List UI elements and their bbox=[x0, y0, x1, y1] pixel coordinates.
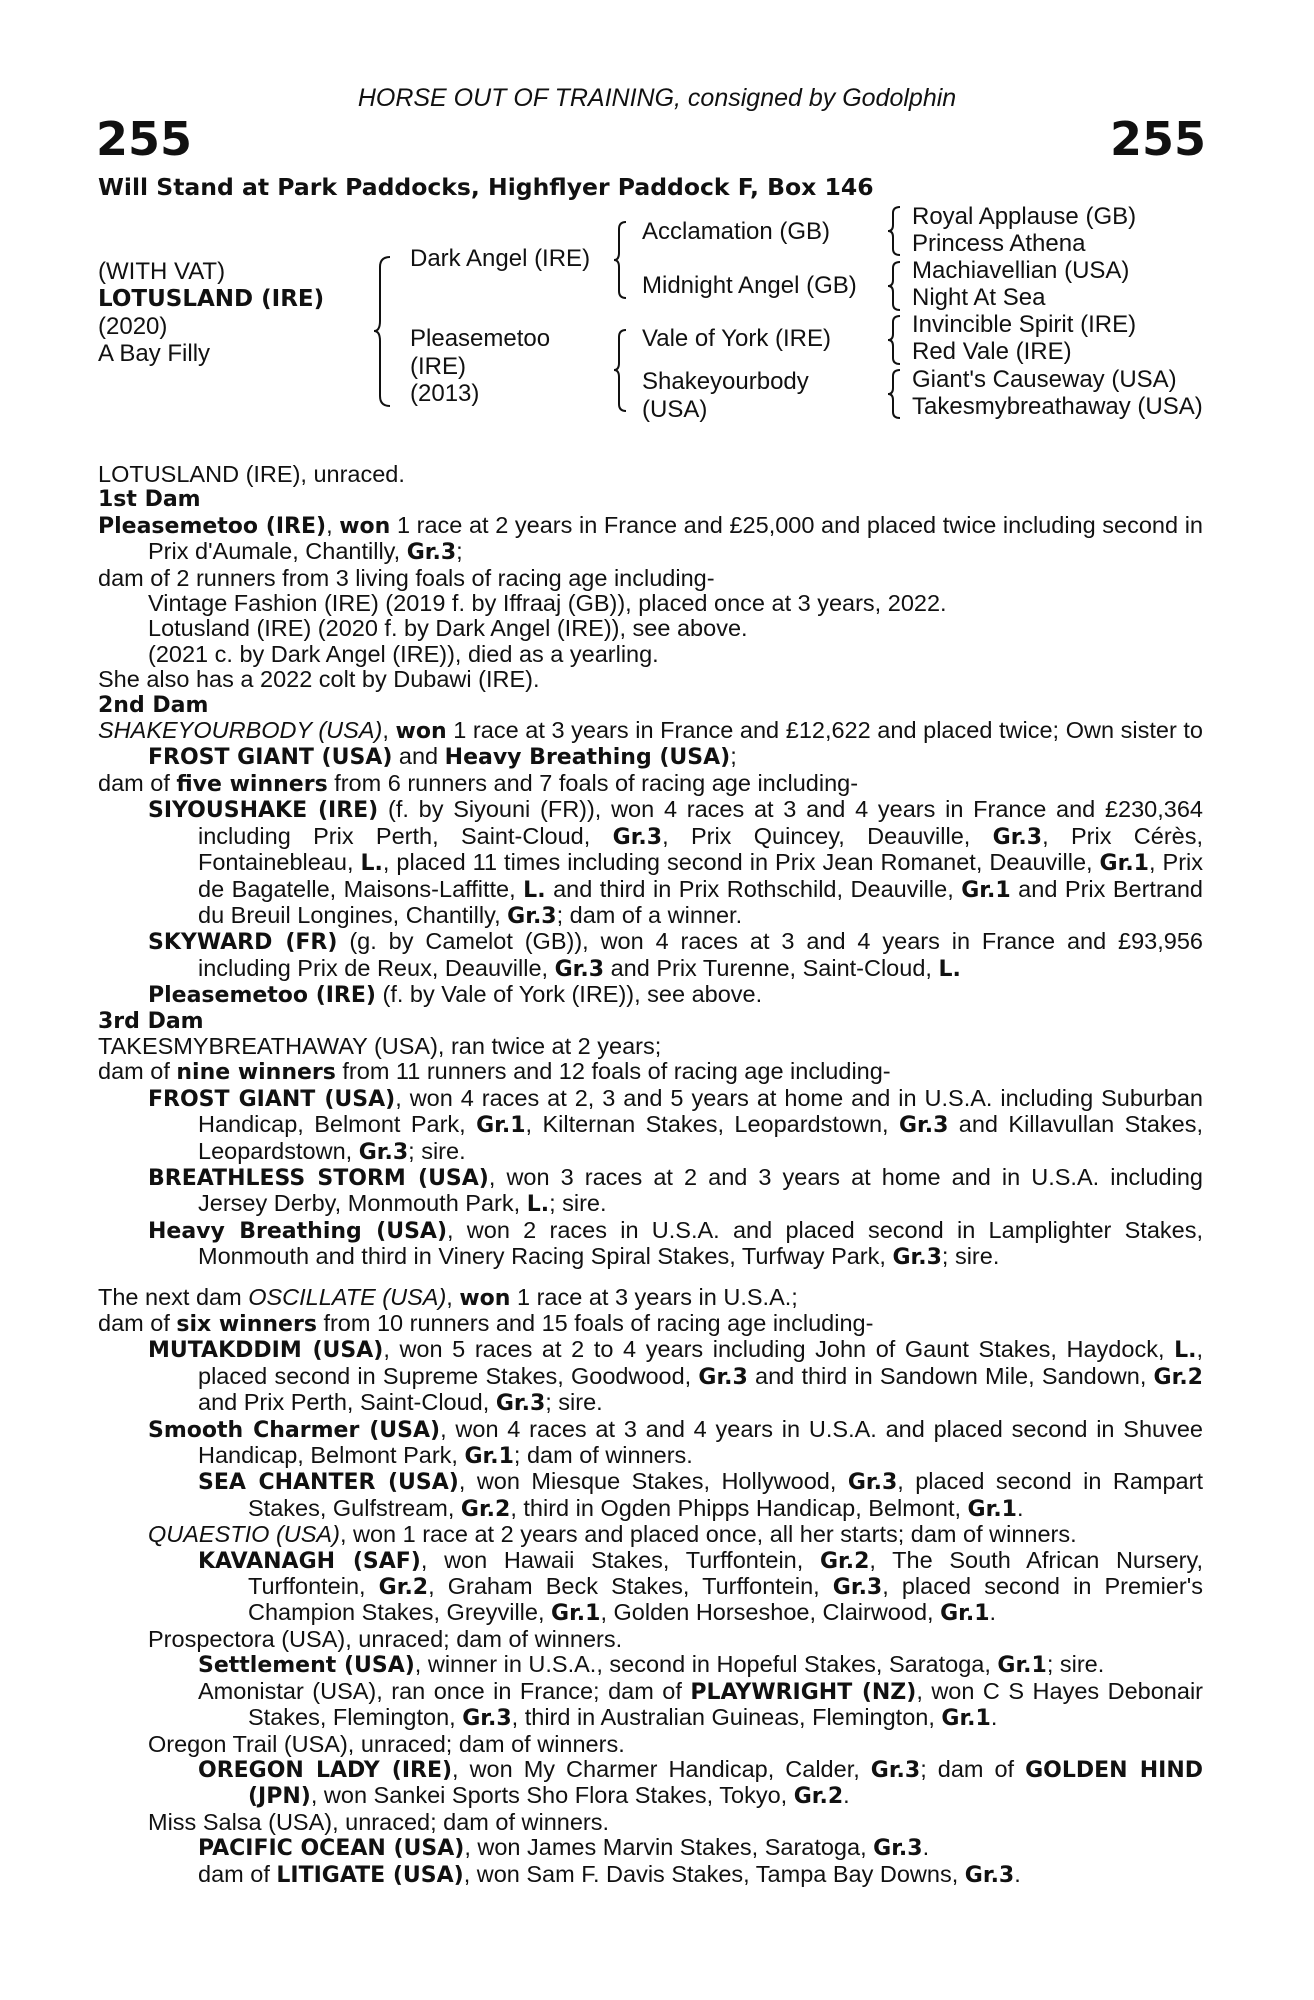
winners-count: five winners bbox=[176, 771, 328, 797]
produce-entry bbox=[98, 1165, 1203, 1218]
text: . bbox=[990, 1704, 998, 1731]
text: dam of bbox=[198, 1860, 277, 1887]
text: , Prix Cérès, Fontainebleau, bbox=[198, 822, 1203, 876]
text: . bbox=[843, 1782, 850, 1809]
grade: L. bbox=[523, 877, 546, 903]
dam-line-3: (2013) bbox=[410, 380, 480, 407]
grade: Gr.1 bbox=[476, 1113, 526, 1139]
produce-entry bbox=[98, 1757, 1203, 1810]
grade: L. bbox=[938, 956, 961, 982]
dam-brace bbox=[612, 328, 630, 413]
first-dam-heading: 1st Dam bbox=[98, 487, 201, 513]
produce-item: Vintage Fashion (IRE) (2019 f. by Iffraaj (GB)), placed once at 3 years, 2022. bbox=[148, 590, 947, 617]
lot-number-right: 255 bbox=[1109, 112, 1206, 166]
text: and Prix Turenne, Saint-Cloud, bbox=[604, 954, 939, 981]
grade: Gr.3 bbox=[964, 1862, 1015, 1888]
ds-brace bbox=[886, 314, 904, 366]
text: , won 2 races in U.S.A. and placed second in Lamplighter Stakes, Monmouth and third in Vinery Racing Spiral Stakes, Turfway Park, bbox=[198, 1216, 1203, 1270]
dam-name: Pleasemetoo (IRE) bbox=[98, 513, 327, 539]
stabling-line: Will Stand at Park Paddocks, Highflyer Paddock F, Box 146 bbox=[98, 173, 874, 201]
text: , won James Marvin Stakes, Saratoga, bbox=[464, 1834, 874, 1861]
produce-entry bbox=[98, 1522, 1203, 1547]
sire-dam: Midnight Angel (GB) bbox=[642, 272, 857, 299]
race-text: 1 race at 2 years in France and £25,000 and placed twice including second in Prix d'Aumale, Chantilly, bbox=[148, 511, 1203, 565]
won-word: won bbox=[339, 513, 391, 539]
grade: Gr.3 bbox=[847, 1470, 898, 1496]
produce-entry bbox=[98, 1548, 1203, 1627]
produce-entry bbox=[98, 929, 1203, 982]
text: 1 race at 3 years in U.S.A.; bbox=[510, 1283, 798, 1310]
horse-name: SIYOUSHAKE (IRE) bbox=[148, 798, 379, 824]
text: Amonistar (USA), ran once in France; dam of bbox=[198, 1677, 691, 1704]
text: dam of bbox=[98, 1058, 177, 1085]
grade: Gr.2 bbox=[819, 1548, 870, 1574]
grade: Gr.3 bbox=[892, 1245, 942, 1271]
horse-ref: Heavy Breathing (USA) bbox=[444, 745, 731, 771]
text: (f. by Siyouni (FR)), won 4 races at 3 and 4 years in France and £230,364 including Prix Perth, Saint-Cloud, bbox=[198, 796, 1203, 849]
first-dam-entry: Pleasemetoo (IRE), won 1 race at 2 years in France and £25,000 and placed twice including second in Prix d'Aumale, Chantilly, Gr.3; bbox=[98, 511, 1203, 566]
grade: Gr.3 bbox=[507, 903, 557, 929]
produce-record bbox=[98, 462, 1203, 1888]
text: from 11 runners and 12 foals of racing age including- bbox=[335, 1058, 891, 1085]
next-dam-damof bbox=[98, 1311, 1203, 1337]
horse-name: KAVANAGH (SAF) bbox=[198, 1548, 421, 1574]
consignor-line: HORSE OUT OF TRAINING, consigned by Godolphin bbox=[357, 84, 957, 112]
text: , won 5 races at 2 to 4 years including John of Gaunt Stakes, Haydock, bbox=[383, 1336, 1175, 1363]
produce-entry bbox=[98, 1652, 1203, 1678]
text: , winner in U.S.A., second in Hopeful Stakes, Saratoga, bbox=[414, 1651, 998, 1678]
dam-dam-line-2: (USA) bbox=[642, 396, 708, 423]
text: . bbox=[989, 1599, 997, 1626]
text: from 10 runners and 15 foals of racing age including- bbox=[316, 1310, 874, 1336]
race-text: 1 race at 3 years in France and £12,622 and placed twice; Own sister to bbox=[446, 717, 1204, 744]
text: . bbox=[922, 1834, 930, 1861]
grade: Gr.2 bbox=[793, 1784, 844, 1810]
produce-entry bbox=[98, 1218, 1203, 1271]
horse-name: PACIFIC OCEAN (USA) bbox=[198, 1836, 465, 1862]
horse-description: A Bay Filly bbox=[98, 340, 211, 367]
second-dam-damof bbox=[98, 771, 1203, 797]
text: , placed 11 times including second in Prix Jean Romanet, Deauville, bbox=[382, 849, 1100, 876]
text: , Graham Beck Stakes, Turffontein, bbox=[428, 1573, 833, 1600]
grade: Gr.1 bbox=[997, 1653, 1047, 1679]
third-dam-entry: TAKESMYBREATHAWAY (USA), ran twice at 2 years; bbox=[98, 1032, 662, 1059]
grade: Gr.3 bbox=[992, 824, 1043, 850]
sire-brace bbox=[612, 220, 630, 300]
sire-dam-sire: Machiavellian (USA) bbox=[912, 257, 1130, 284]
intro-line: LOTUSLAND (IRE), unraced. bbox=[98, 461, 405, 487]
foaling-year: (2020) bbox=[98, 313, 168, 340]
text: , won Miesque Stakes, Hollywood, bbox=[458, 1468, 848, 1495]
produce-entry bbox=[98, 982, 1203, 1008]
grade: Gr.3 bbox=[612, 824, 663, 850]
dam-dam-dam: Takesmybreathaway (USA) bbox=[912, 393, 1203, 420]
grade: Gr.2 bbox=[378, 1575, 429, 1601]
main-brace bbox=[372, 255, 394, 408]
text: ; sire. bbox=[408, 1137, 466, 1164]
dam-name: SHAKEYOURBODY (USA) bbox=[98, 717, 383, 744]
text: , won Hawaii Stakes, Turffontein, bbox=[420, 1546, 820, 1573]
sire: Dark Angel (IRE) bbox=[410, 245, 591, 272]
dam-sire-dam: Red Vale (IRE) bbox=[912, 338, 1072, 365]
horse-name: PLAYWRIGHT (NZ) bbox=[690, 1679, 917, 1705]
produce-entry bbox=[98, 1417, 1203, 1470]
grade: Gr.3 bbox=[495, 1391, 546, 1417]
horse-name: OREGON LADY (IRE) bbox=[198, 1757, 453, 1783]
text: , third in Australian Guineas, Flemington, bbox=[511, 1704, 942, 1731]
dam-sire: Vale of York (IRE) bbox=[642, 325, 831, 352]
text: . bbox=[1014, 1860, 1021, 1887]
sire-sire: Acclamation (GB) bbox=[642, 218, 831, 245]
dam-dam-sire: Giant's Causeway (USA) bbox=[912, 366, 1177, 393]
horse-name: LITIGATE (USA) bbox=[276, 1862, 464, 1888]
text: , Golden Horseshoe, Clairwood, bbox=[600, 1599, 941, 1626]
horse-name: QUAESTIO (USA) bbox=[148, 1521, 340, 1548]
text: and third in Sandown Mile, Sandown, bbox=[747, 1362, 1154, 1389]
grade: Gr.3 bbox=[870, 1757, 921, 1783]
horse-name: GOLDEN HIND (JPN) bbox=[248, 1757, 1203, 1810]
grade: Gr.1 bbox=[940, 1601, 990, 1627]
text: , third in Ogden Phipps Handicap, Belmont, bbox=[510, 1494, 968, 1521]
text: ; dam of a winner. bbox=[556, 901, 743, 928]
text: , won 4 races at 2, 3 and 5 years at home and in U.S.A. including Suburban Handicap, Belmont Park, bbox=[198, 1084, 1204, 1138]
grade: Gr.3 bbox=[358, 1139, 409, 1165]
text: ; dam of bbox=[920, 1755, 1026, 1782]
dam-dam-line-1: Shakeyourbody bbox=[642, 368, 809, 395]
text: from 6 runners and 7 foals of racing age including- bbox=[327, 769, 859, 796]
grade: Gr.3 bbox=[698, 1364, 748, 1390]
grade: Gr.1 bbox=[941, 1706, 991, 1732]
produce-item: Lotusland (IRE) (2020 f. by Dark Angel (IRE)), see above. bbox=[148, 615, 748, 642]
sd-brace bbox=[886, 260, 904, 312]
horse-name: Pleasemetoo (IRE) bbox=[148, 983, 376, 1009]
punct: , bbox=[446, 1283, 460, 1310]
punct: ; bbox=[730, 743, 737, 770]
lot-number-left: 255 bbox=[96, 112, 193, 166]
text: , won 1 race at 2 years and placed once, all her starts; dam of winners. bbox=[339, 1521, 1077, 1548]
sire-sire-dam: Princess Athena bbox=[912, 230, 1086, 257]
next-dam-entry bbox=[98, 1285, 1203, 1311]
text: . bbox=[1016, 1494, 1024, 1521]
text: and Prix Bertrand du Breuil Longines, Chantilly, bbox=[198, 875, 1203, 928]
produce-entry: Miss Salsa (USA), unraced; dam of winners. bbox=[148, 1808, 610, 1835]
horse-name: Settlement (USA) bbox=[198, 1653, 415, 1679]
produce-entry: Prospectora (USA), unraced; dam of winners. bbox=[148, 1625, 623, 1652]
horse-name: SKYWARD (FR) bbox=[148, 930, 338, 956]
grade: Gr.1 bbox=[551, 1601, 601, 1627]
text: ; dam of winners. bbox=[513, 1442, 693, 1469]
produce-item: (2021 c. by Dark Angel (IRE)), died as a yearling. bbox=[148, 640, 659, 667]
grade: Gr.3 bbox=[462, 1706, 512, 1732]
grade: L. bbox=[1174, 1338, 1197, 1364]
grade: L. bbox=[360, 851, 383, 877]
produce-entry bbox=[98, 1679, 1203, 1732]
horse-name: Heavy Breathing (USA) bbox=[148, 1218, 448, 1244]
grade: Gr.1 bbox=[1099, 851, 1149, 877]
winners-count: six winners bbox=[176, 1312, 317, 1337]
grade: Gr.3 bbox=[832, 1575, 883, 1601]
grade: Gr.1 bbox=[961, 877, 1011, 903]
produce-entry: Oregon Trail (USA), unraced; dam of winners. bbox=[148, 1730, 625, 1757]
text: dam of bbox=[98, 1310, 177, 1336]
dam-name: OSCILLATE (USA) bbox=[248, 1283, 447, 1310]
grade: Gr.2 bbox=[460, 1496, 511, 1522]
text: , placed second in Rampart Stakes, Gulfstream, bbox=[248, 1468, 1203, 1521]
produce-entry bbox=[98, 1469, 1203, 1522]
text: , placed second in Premier's Champion Stakes, Greyville, bbox=[248, 1573, 1203, 1626]
text: (f. by Vale of York (IRE)), see above. bbox=[375, 981, 763, 1008]
also-has: She also has a 2022 colt by Dubawi (IRE). bbox=[98, 666, 540, 693]
first-dam-damof: dam of 2 runners from 3 living foals of racing age including- bbox=[98, 564, 715, 591]
grade: Gr.3 bbox=[898, 1113, 949, 1139]
produce-entry bbox=[98, 1337, 1203, 1416]
text: , Prix de Bagatelle, Maisons-Laffitte, bbox=[198, 849, 1203, 902]
text: , Kilternan Stakes, Leopardstown, bbox=[525, 1111, 899, 1138]
horse-ref: FROST GIANT (USA) bbox=[148, 745, 393, 771]
produce-entry bbox=[98, 1835, 1203, 1861]
horse-name: MUTAKDDIM (USA) bbox=[148, 1338, 384, 1364]
vat-label: (WITH VAT) bbox=[98, 258, 226, 285]
punct: ; bbox=[456, 538, 463, 565]
text: ; sire. bbox=[941, 1243, 1000, 1270]
text: , placed second in Supreme Stakes, Goodwood, bbox=[198, 1336, 1203, 1389]
grade: Gr.1 bbox=[464, 1444, 514, 1470]
text: , won 4 races at 3 and 4 years in U.S.A. and placed second in Shuvee Handicap, Belmont Park, bbox=[198, 1415, 1203, 1469]
grade: Gr.3 bbox=[406, 540, 457, 566]
text: , The South African Nursery, Turffontein, bbox=[248, 1546, 1204, 1600]
dam-line-2: (IRE) bbox=[410, 353, 466, 380]
text: ; sire. bbox=[545, 1389, 603, 1416]
grade: Gr.1 bbox=[967, 1496, 1017, 1522]
horse-name: Smooth Charmer (USA) bbox=[148, 1417, 441, 1443]
text: ; sire. bbox=[549, 1190, 607, 1217]
text: ; sire. bbox=[1046, 1651, 1105, 1678]
horse-name: FROST GIANT (USA) bbox=[148, 1086, 396, 1112]
text: and Prix Perth, Saint-Cloud, bbox=[198, 1389, 496, 1416]
text: dam of bbox=[98, 769, 177, 796]
text: and Killavullan Stakes, Leopardstown, bbox=[198, 1111, 1203, 1164]
horse-name: SEA CHANTER (USA) bbox=[198, 1470, 459, 1496]
third-dam-damof bbox=[98, 1059, 1203, 1085]
dam-sire-sire: Invincible Spirit (IRE) bbox=[912, 311, 1137, 338]
sire-dam-dam: Night At Sea bbox=[912, 284, 1046, 311]
produce-entry bbox=[98, 797, 1203, 929]
horse-name: BREATHLESS STORM (USA) bbox=[148, 1165, 489, 1191]
text: , Prix Quincey, Deauville, bbox=[662, 822, 993, 849]
text: and third in Prix Rothschild, Deauville, bbox=[545, 875, 962, 902]
winners-count: nine winners bbox=[176, 1060, 336, 1086]
conj: and bbox=[392, 743, 445, 770]
text: (g. by Camelot (GB)), won 4 races at 3 and 4 years in France and £93,956 including Prix de Reux, Deauville, bbox=[198, 928, 1203, 981]
text: , won Sankei Sports Sho Flora Stakes, Tokyo, bbox=[310, 1782, 794, 1809]
dam-line-1: Pleasemetoo bbox=[410, 325, 551, 352]
second-dam-entry: SHAKEYOURBODY (USA), won 1 race at 3 years in France and £12,622 and placed twice; Own sister to FROST GIANT (USA) and Heavy Breathing (USA); bbox=[98, 717, 1204, 771]
won-word: won bbox=[459, 1285, 511, 1311]
text: The next dam bbox=[98, 1283, 249, 1310]
sire-sire-sire: Royal Applause (GB) bbox=[912, 203, 1137, 230]
produce-entry bbox=[98, 1862, 1203, 1888]
dd-brace bbox=[886, 368, 904, 420]
second-dam-heading: 2nd Dam bbox=[98, 692, 209, 718]
text: , won Sam F. Davis Stakes, Tampa Bay Downs, bbox=[463, 1860, 965, 1887]
third-dam-heading: 3rd Dam bbox=[98, 1008, 204, 1034]
won-word: won bbox=[395, 719, 447, 745]
produce-entry bbox=[98, 1086, 1203, 1165]
grade: Gr.3 bbox=[873, 1836, 923, 1862]
text: , won My Charmer Handicap, Calder, bbox=[452, 1755, 871, 1782]
text: , won C S Hayes Debonair Stakes, Flemington, bbox=[248, 1677, 1203, 1731]
grade: L. bbox=[526, 1192, 550, 1218]
text: , won 3 races at 2 and 3 years at home and in U.S.A. including Jersey Derby, Monmouth Park, bbox=[198, 1163, 1203, 1217]
grade: Gr.2 bbox=[1153, 1364, 1203, 1390]
grade: Gr.3 bbox=[554, 956, 605, 982]
horse-name: LOTUSLAND (IRE) bbox=[98, 286, 325, 312]
ss-brace bbox=[886, 205, 904, 257]
